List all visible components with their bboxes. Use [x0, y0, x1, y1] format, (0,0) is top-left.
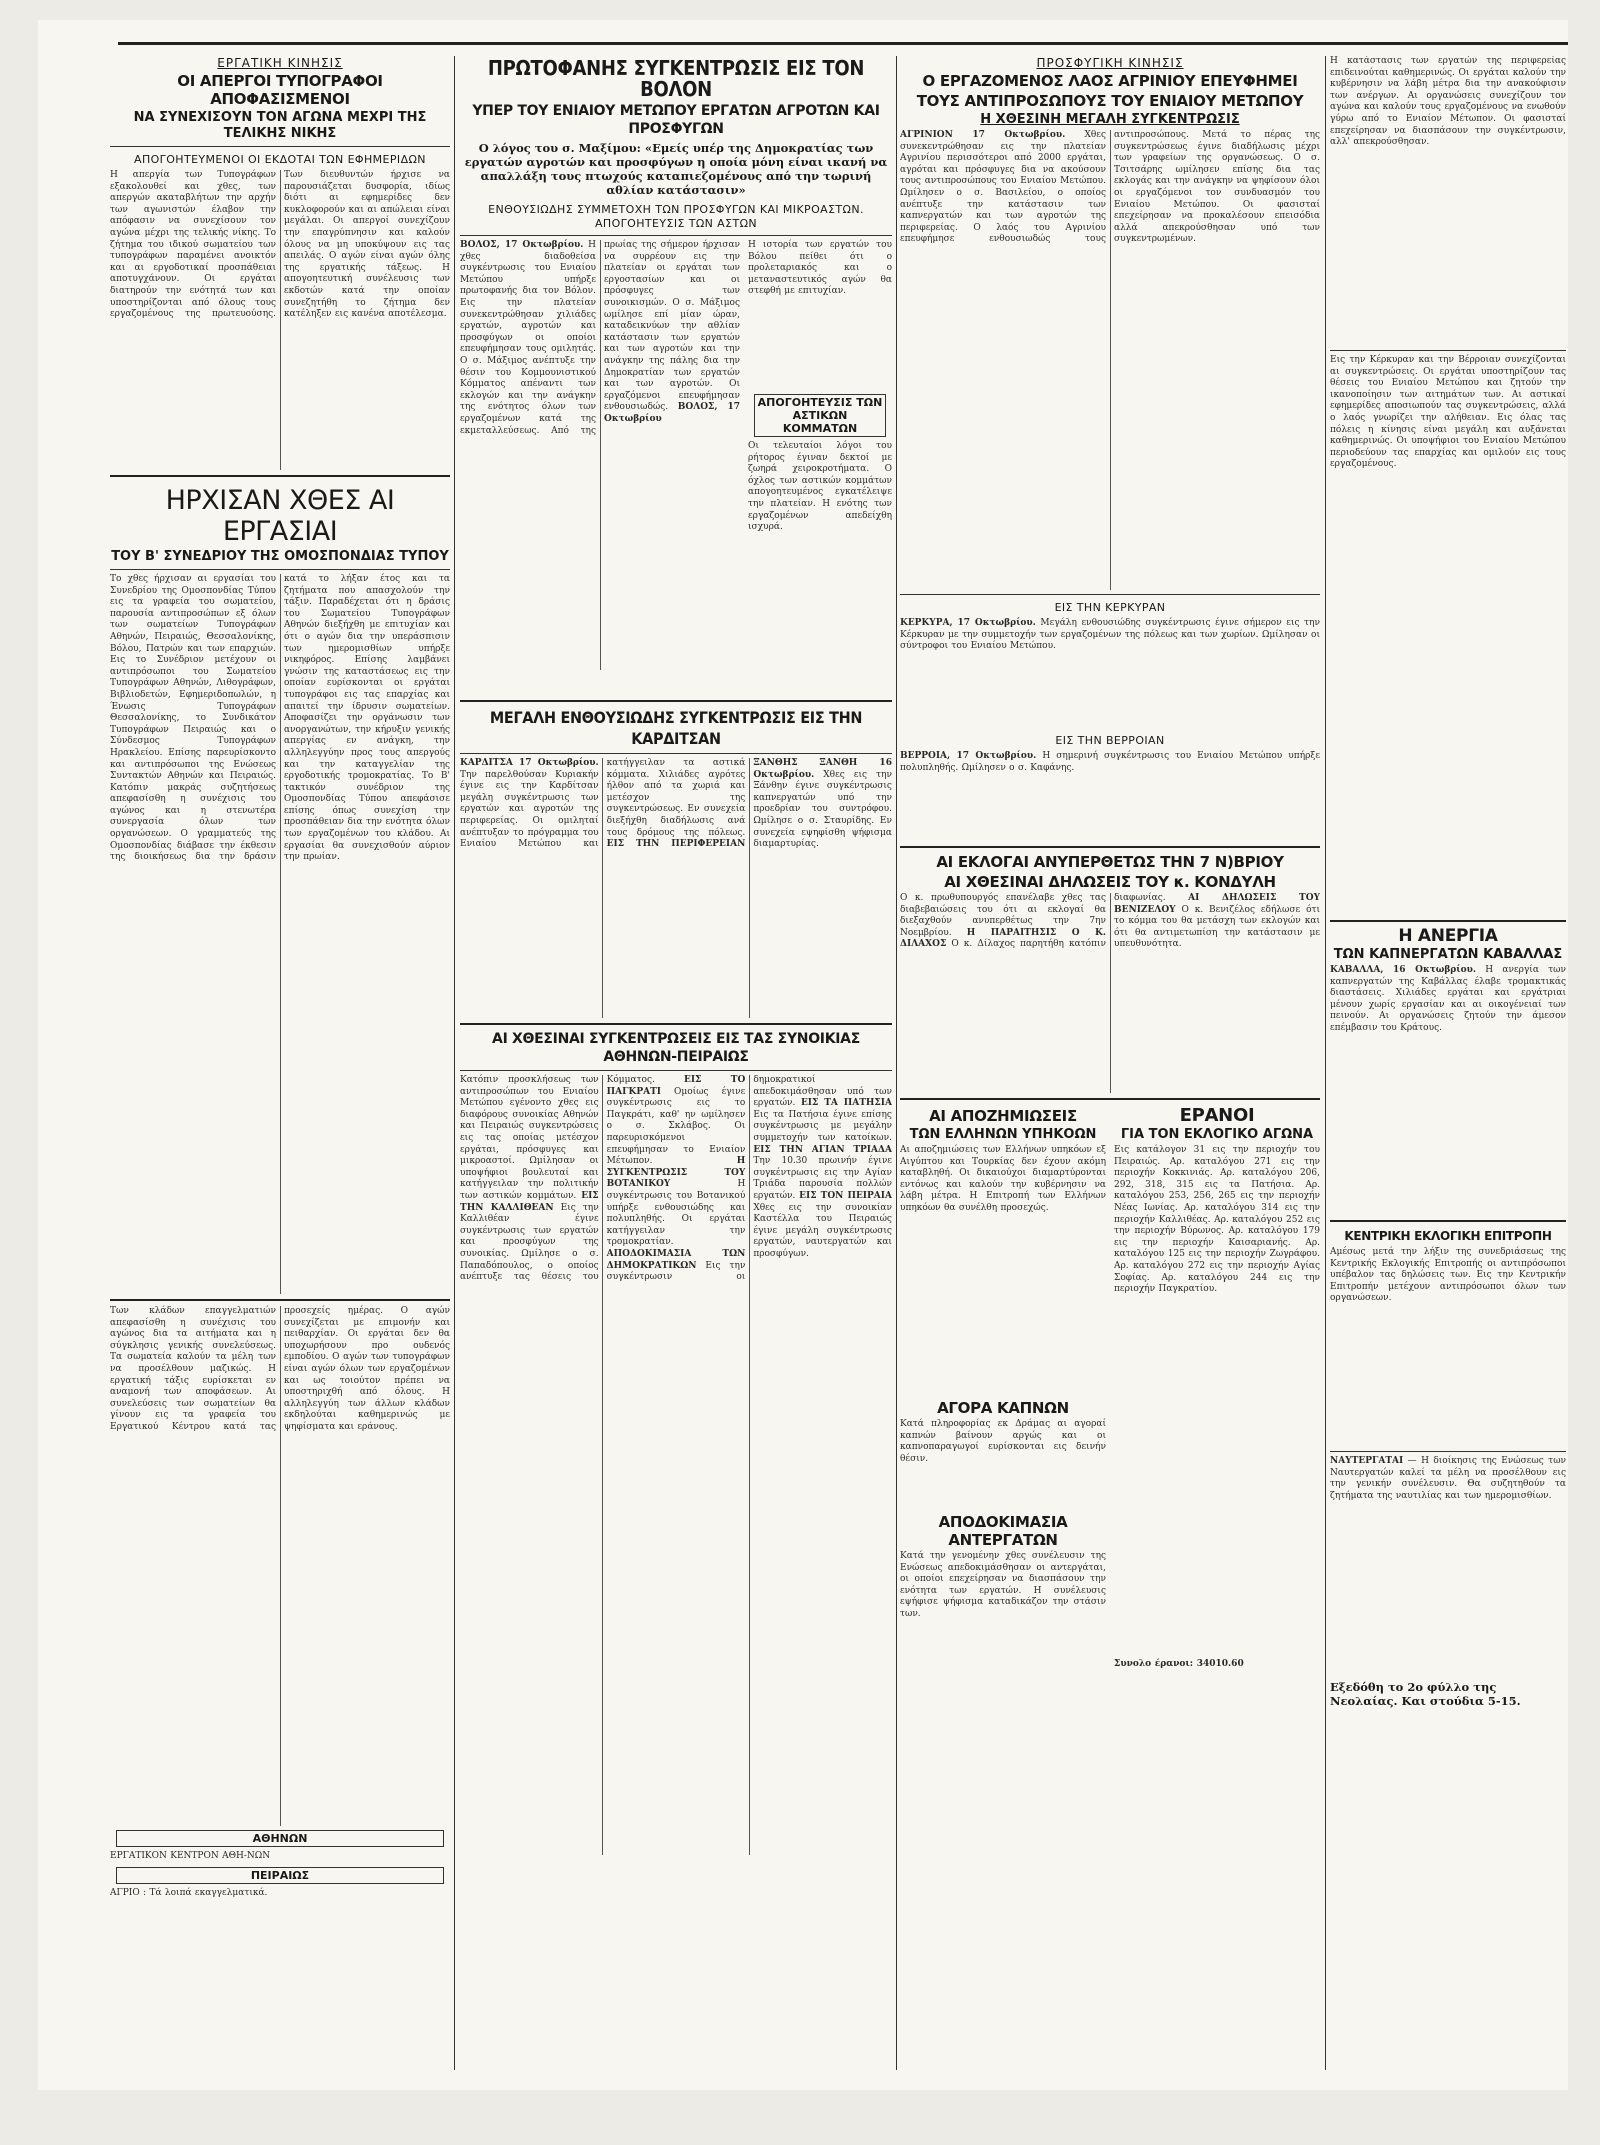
divider [460, 700, 892, 702]
article-body: Αμέσως μετά την λήξιν της συνεδριάσεως της Κεντρικής Εκλογικής Επιτροπής οι αντιπρόσωποι υπέβαλον τας δηλώσεις των. Εις την Κεντρικήν Επιτροπήν μετέχουν αντιπρόσωποι όλων των οργανώσεων. [1330, 1247, 1566, 1304]
divider [460, 1070, 892, 1071]
dateline: ΚΑΒΑΛΛΑ, 16 Οκτωβρίου. [1330, 965, 1477, 975]
divider [460, 235, 892, 236]
headline-congress-line2: ΤΟΥ Β' ΣΥΝΕΔΡΙΟΥ ΤΗΣ ΟΜΟΣΠΟΝΔΙΑΣ ΤΥΠΟΥ [111, 549, 449, 564]
divider [900, 846, 1320, 848]
headline-compensations: ΑΙ ΑΠΟΖΗΜΙΩΣΕΙΣ [929, 1107, 1077, 1125]
article-body: Η ιστορία των εργατών του Βόλου πείθει ότι ο προλεταριακός και ο μεταναστευτικός αγών θα στεφθή με επιτυχίαν. [748, 240, 892, 297]
headline-tobacco-market: ΑΓΟΡΑ ΚΑΠΝΩΝ [937, 1399, 1069, 1417]
article-body: ΒΟΛΟΣ, 17 Οκτωβρίου. Η χθες διαδοθείσα συγκέντρωσις του Ενιαίου Μετώπου υπήρξε πρωτοφανής δια τον Βόλον. Εις την πλατείαν συνεκεντρώθησαν χιλιάδες εργατών, αγροτών και προσφύγων οι οποίοι επευφήμησαν τους ομιλητάς. Ο σ. Μάξιμος ανέπτυξε την θέσιν του Κομμουνιστικού Κόμματος απέναντι των εκλογών και την ανάγκην της ενότητος όλων των εργαζομένων κατά της εκμεταλλεύσεως. Από της πρωίας της σήμερον ήρχισαν να συρρέουν εις την πλατείαν οι εργάται των εργοστασίων και οι πρόσφυγες των συνοικισμών. Ο σ. Μάξιμος ωμίλησε επί μίαν ώραν, καταδεικνύων την αθλίαν κατάστασιν των εργατών και των αγροτών και την ανάγκην της πάλης δια την Δημοκρατίαν των εργατών και των αγροτών. Οι εργαζόμενοι επευφήμησαν ενθουσιωδώς. ΒΟΛΟΣ, 17 Οκτωβρίου [460, 240, 740, 436]
headline-strikebreakers: ΑΠΟΔΟΚΙΜΑΣΙΑ ΑΝΤΕΡΓΑΤΩΝ [938, 1513, 1068, 1549]
section-box-bourgeois-parties: ΑΠΟΓΟΗΤΕΥΣΙΣ ΤΩΝ ΑΣΤΙΚΩΝ ΚΟΜΜΑΤΩΝ [754, 394, 886, 437]
column-rallies [460, 56, 892, 2070]
headline-agrinio: Ο ΕΡΓΑΖΟΜΕΝΟΣ ΛΑΟΣ ΑΓΡΙΝΙΟΥ ΕΠΕΥΦΗΜΕΙ [922, 72, 1298, 90]
dateline: ΒΟΛΟΣ, 17 Οκτωβρίου [604, 402, 740, 424]
divider [460, 1023, 892, 1025]
newspaper-page [38, 20, 1568, 2090]
article-body: Το χθες ήρχισαν αι εργασίαι του Συνεδρίου της Ομοσπονδίας Τύπου εις τα γραφεία του σωματείου, παρουσία αντιπροσώπων εξ όλων των σωματείων Τυπογράφων Αθηνών, Πειραιώς, Θεσσαλονίκης, Βόλου, Πατρών και των επαρχιών. Εις το Συνέδριον μετέχουν οι αντιπρόσωποι του Σωματείου Τυπογράφων Αθηνών, Λιθογράφων, Βιβλιοδετών, Εφημεριδοπωλών, η Ένωσις Τυπογράφων Θεσσαλονίκης, το Συνδικάτον Τυπογράφων Πειραιώς και ο Σύνδεσμος Τυπογράφων Ηρακλείου. Επίσης παρευρίσκοντο και αντιπρόσωποι της Ενώσεως Συντακτών Αθηνών και Πειραιώς. Κατόπιν μακράς συζητήσεως απεφασίσθη η συνέχισις του αγώνος και η στενωτέρα συνεργασία όλων των οργανώσεων. Ο γραμματεύς της Ομοσπονδίας διάβασε την έκθεσιν της διοικήσεως δια την δράσιν κατά το λήξαν έτος και τα ζητήματα που απασχολούν την τάξιν. Παραδέχεται ότι η δράσις του Σωματείου Τυπογράφων Αθηνών διεξήχθη με επιτυχίαν και ότι ο αγών δια την υπεράσπισιν των ημερομισθίων υπήρξε νικηφόρος. Επίσης λαμβάνει γνώσιν της καταστάσεως εις την οποίαν ευρίσκονται οι εργάται τυπογράφοι εις τας επαρχίας και απαιτεί την ίδρυσιν σωματείων. Αποφασίζει την οργάνωσιν των ανοργανώτων, την κήρυξιν γενικής απεργίας εν ανάγκη, την αλληλεγγύην προς τους απεργούς και την καταγγελίαν της εργοδοτικής τρομοκρατίας. Το Β' τακτικόν συνέδριον της Ομοσπονδίας Τύπου απεφάσισε επίσης όπως συνεχίση την προσπάθειαν δια την ενότητα όλων των εργαζομένων του κλάδου. Αι εργασίαι θα συνεχισθούν αύριον την πρωίαν. [110, 574, 450, 863]
article-body: Η απεργία των Τυπογράφων εξακολουθεί και χθες, των απεργών ακαταβλήτων την αρχήν των αγωνιστών έλαβον την απόφασιν να συνεχίσουν τον αγώνα μέχρι της τελικής νίκης. Το ζήτημα του ιδικού σωματείου των τυπογράφων παραμένει ανοικτόν και αι εργοδοτικαί προσπάθειαι αποτυγχάνουν. Οι εργάται διατηρούν την ενότητά των και υποστηρίζονται από όλους τους εργαζομένους της πρωτευούσης. Των διευθυντών ήρχισε να παρουσιάζεται δυσφορία, ιδίως διότι αι εφημερίδες δεν κυκλοφορούν και αι απώλειαι είναι μεγάλαι. Οι απεργοί συνεχίζουν την επαγρύπνησιν και καλούν όλους να μη υποκύψουν εις τας απειλάς. Ο αγών είναι αγών όλης της εργατικής τάξεως. Η απογοητευτική συνέλευσις των εκδοτών κατά την οποίαν συνεζητήθη το ζήτημα δεν κατέληξεν εις κανένα αποτέλεσμα. [110, 170, 450, 320]
section-veroia: ΕΙΣ ΤΗΝ ΒΕΡΡΟΙΑΝ [1055, 734, 1165, 747]
divider [900, 1098, 1320, 1100]
headline-donations-line2: ΓΙΑ ΤΟΝ ΕΚΛΟΓΙΚΟ ΑΓΩΝΑ [1120, 1127, 1314, 1142]
section-kallithea: ΕΙΣ ΤΗΝ ΚΑΛΛΙΘΕΑΝ [460, 1190, 599, 1213]
article-body: Ο κ. πρωθυπουργός επανέλαβε χθες τας διαβεβαιώσεις του ότι αι εκλογαί θα διεξαχθούν ανυπερθέτως την 7ην Νοεμβρίου. Η ΠΑΡΑΙΤΗΣΙΣ Ο Κ. ΔΙΛΑΧΟΣ Ο κ. Δίλαχος παρητήθη κατόπιν διαφωνίας. ΑΙ ΔΗΛΩΣΕΙΣ ΤΟΥ ΒΕΝΙΖΕΛΟΥ Ο κ. Βενιζέλος εδήλωσε ότι το κόμμα του θα μετάσχη των εκλογών και ότι θα αντιμετωπίση την κατάστασιν με υπευθυνότητα. [900, 893, 1320, 950]
agrio-notice: ΑΓΡΙΟ : Τά λοιπά εκαγγελματικά. [110, 1887, 268, 1898]
section-venizelos: ΑΙ ΔΗΛΩΣΕΙΣ ΤΟΥ ΒΕΝΙΖΕΛΟΥ [1114, 893, 1320, 915]
article-body: ΝΑΥΤΕΡΓΑΤΑΙ — Η διοίκησις της Ενώσεως των Ναυτεργατών καλεί τα μέλη να προσέλθουν εις την γενικήν συνέλευσιν. Θα συζητηθούν τα ζητήματα της ναυτιλίας και των ημερομισθίων. [1330, 1456, 1566, 1501]
section-democrats: ΑΠΟΔΟΚΙΜΑΣΙΑ ΤΩΝ ΔΗΜΟΚΡΑΤΙΚΩΝ [606, 1248, 746, 1271]
divider [900, 594, 1320, 595]
article-body: Κατόπιν προσκλήσεως των αντιπροσώπων του Ενιαίου Μετώπου εγένοντο χθες εις διαφόρους συνοικίας Αθηνών και Πειραιώς συγκεντρώσεις εις τας οποίας μετέσχον εργάται, πρόσφυγες και μικροαστοί. Ωμίλησαν οι υποψήφιοι βουλευταί και κατήγγειλαν την πολιτικήν των αστικών κομμάτων. ΕΙΣ ΤΗΝ ΚΑΛΛΙΘΕΑΝ Εις την Καλλιθέαν έγινε συγκέντρωσις των εργατών και προσφύγων της συνοικίας. Ωμίλησε ο σ. Παπαδόπουλος, ο οποίος ανέπτυξε τας θέσεις του Κόμματος. ΕΙΣ ΤΟ ΠΑΓΚΡΑΤΙ Ομοίως έγινε συγκέντρωσις εις το Παγκράτι, καθ' ην ωμίλησεν ο σ. Σκλάβος. Οι παρευρισκόμενοι επευφήμησαν το Ενιαίον Μέτωπον. Η ΣΥΓΚΕΝΤΡΩΣΙΣ ΤΟΥ ΒΟΤΑΝΙΚΟΥ Η συγκέντρωσις του Βοτανικού υπήρξε ενθουσιώδης και πολυπληθής. Οι εργάται κατήγγειλαν την τρομοκρατίαν. ΑΠΟΔΟΚΙΜΑΣΙΑ ΤΩΝ ΔΗΜΟΚΡΑΤΙΚΩΝ Εις την συγκέντρωσιν οι δημοκρατικοί απεδοκιμάσθησαν υπό των εργατών. ΕΙΣ ΤΑ ΠΑΤΗΣΙΑ Εις τα Πατήσια έγινε επίσης συγκέντρωσις με μεγάλην συμμετοχήν των κατοίκων. ΕΙΣ ΤΗΝ ΑΓΙΑΝ ΤΡΙΑΔΑ Την 10.30 πρωινήν έγινε συγκέντρωσις εις την Αγίαν Τριάδα παρουσία πολλών εργατών. ΕΙΣ ΤΟΝ ΠΕΙΡΑΙΑ Χθες εις την συνοικίαν Καστέλλα του Πειραιώς έγινε μεγάλη συγκέντρωσις εργατών, ναυτεργατών και προσφύγων. [460, 1075, 892, 1283]
subheadline-publishers: ΑΠΟΓΟΗΤΕΥΜΕΝΟΙ ΟΙ ΕΚΔΟΤΑΙ ΤΩΝ ΕΦΗΜΕΡΙΔΩΝ [134, 153, 426, 166]
article-body: ΒΕΡΡΟΙΑ, 17 Οκτωβρίου. Η σημερινή συγκέντρωσις του Ενιαίου Μετώπου υπήρξε πολυπληθής. Ωμίλησεν ο σ. Καφάνης. [900, 751, 1320, 773]
section-paraitisis: Η ΠΑΡΑΙΤΗΣΙΣ Ο Κ. ΔΙΛΑΧΟΣ [900, 927, 1106, 950]
masthead-rule [118, 42, 1568, 45]
lead-quote: Ο λόγος του σ. Μαξίμου: «Εμείς υπέρ της Δημοκρατίας των εργατών αγροτών και προσφύγων η οποία μόνη είναι ικανή να απαλλάξη τους πτωχούς καταπιεζομένους από την τωρινή αθλίαν κατάστασιν» [464, 141, 888, 197]
section-agia-triada: ΕΙΣ ΤΗΝ ΑΓΙΑΝ ΤΡΙΑΔΑ [753, 1144, 892, 1155]
dateline: ΑΓΡΙΝΙΟΝ 17 Οκτωβρίου. [900, 130, 1066, 140]
headline-compensations-line2: ΤΩΝ ΕΛΛΗΝΩΝ ΥΠΗΚΟΩΝ [909, 1127, 1097, 1142]
headline-karditsa: ΜΕΓΑΛΗ ΕΝΘΟΥΣΙΩΔΗΣ ΣΥΓΚΕΝΤΡΩΣΙΣ ΕΙΣ ΤΗΝ ΚΑΡΔΙΤΣΑΝ [489, 708, 863, 748]
article-body: Εις την Κέρκυραν και την Βέρροιαν συνεχίζονται αι συγκεντρώσεις. Οι εργάται υποστηρίζουν τας θέσεις του Ενιαίου Μετώπου και ζητούν την ικανοποίησιν των αιτημάτων των. Αι αστικαί εφημερίδες αποσιωπούν τας συγκεντρώσεις, αλλά ο λαός γνωρίζει την αλήθειαν. Εις όλας τας πόλεις η κίνησις είναι μεγάλη και αυξάνεται καθημερινώς. Οι υποψήφιοι του Ενιαίου Μετώπου περιοδεύουν τας επαρχίας και ομιλούν εις τους εργαζομένους. [1330, 355, 1566, 470]
dateline: ΒΕΡΡΟΙΑ, 17 Οκτωβρίου. [900, 751, 1037, 761]
section-pagkrati: ΕΙΣ ΤΟ ΠΑΓΚΡΑΤΙ [606, 1075, 746, 1097]
section-kerkyra: ΕΙΣ ΤΗΝ ΚΕΡΚΥΡΑΝ [1054, 601, 1166, 614]
divider [460, 753, 892, 754]
article-body: Κατά πληροφορίας εκ Δράμας αι αγοραί καπνών βαίνουν αργώς και οι καπνοπαραγωγοί ευρίσκονται εις δεινήν θέσιν. [900, 1419, 1106, 1464]
headline-donations: ΕΡΑΝΟΙ [1179, 1105, 1255, 1126]
headline-strike-line2: ΝΑ ΣΥΝΕΧΙΣΟΥΝ ΤΟΝ ΑΓΩΝΑ ΜΕΧΡΙ ΤΗΣ ΤΕΛΙΚΗΣ ΝΙΚΗΣ [133, 110, 427, 141]
section-kicker: ΕΡΓΑΤΙΚΗ ΚΙΝΗΣΙΣ [217, 56, 343, 70]
headline-volos-line2: ΥΠΕΡ ΤΟΥ ΕΝΙΑΙΟΥ ΜΕΤΩΠΟΥ ΕΡΓΑΤΩΝ ΑΓΡΟΤΩΝ ΚΑΙ ΠΡΟΣΦΥΓΩΝ [472, 103, 880, 137]
section-box-piraeus: ΠΕΙΡΑΙΩΣ [116, 1867, 444, 1884]
dateline: ΚΕΡΚΥΡΑ, 17 Οκτωβρίου. [900, 618, 1036, 628]
divider [110, 1299, 450, 1301]
dateline: ΞΑΝΘΗ 16 Οκτωβρίου. [753, 758, 892, 780]
youth-notice: Εξεδόθη το 2ο φύλλο της Νεολαίας. Και στούδια 5-15. [1330, 1680, 1521, 1708]
section-box-athens: ΑΘΗΝΩΝ [116, 1830, 444, 1847]
headline-elections: ΑΙ ΕΚΛΟΓΑΙ ΑΝΥΠΕΡΘΕΤΩΣ ΤΗΝ 7 Ν)ΒΡΙΟΥ [936, 853, 1284, 871]
section-botaniko: Η ΣΥΓΚΕΝΤΡΩΣΙΣ ΤΟΥ ΒΟΤΑΝΙΚΟΥ [606, 1156, 746, 1190]
dateline: ΝΑΥΤΕΡΓΑΤΑΙ [1330, 1456, 1404, 1466]
headline-volos: ΠΡΩΤΟΦΑΝΗΣ ΣΥΓΚΕΝΤΡΩΣΙΣ ΕΙΣ ΤΟΝ ΒΟΛΟΝ [487, 56, 865, 101]
subheadline-participation: ΕΝΘΟΥΣΙΩΔΗΣ ΣΥΜΜΕΤΟΧΗ ΤΩΝ ΠΡΟΣΦΥΓΩΝ ΚΑΙ ΜΙΚΡΟΑΣΤΩΝ. ΑΠΟΓΟΗΤΕΥΣΙΣ ΤΩΝ ΑΣΤΩΝ [488, 203, 864, 230]
donations-list: Εις κατάλογον 31 εις την περιοχήν του Πειραιώς. Αρ. καταλόγου 271 εις την περιοχήν Κοκκινιάς. Αρ. καταλόγου 206, 292, 318, 315 εις τα Πατήσια. Αρ. καταλόγου 253, 256, 265 εις την περιοχήν Νέας Ιωνίας. Αρ. καταλόγου 314 εις την περιοχήν Καλλιθέας. Αρ. καταλόγου 252 εις την περιοχήν Βύρωνος. Αρ. καταλόγου 179 εις την περιοχήν Καισαριανής. Αρ. καταλόγου 125 εις την περιοχήν Ζωγράφου. Αρ. καταλόγου 272 εις την περιοχήν Αγίας Σοφίας. Αρ. καταλόγου 244 εις την περιοχήν Παγκρατίου. [1114, 1145, 1320, 1295]
divider [1330, 350, 1566, 351]
divider [1330, 920, 1566, 922]
article-body: ΚΕΡΚΥΡΑ, 17 Οκτωβρίου. Μεγάλη ενθουσιώδης συγκέντρωσις έγινε σήμερον εις την Κέρκυραν με την συμμετοχήν των εργαζομένων της πόλεως και των χωρίων. Ωμίλησαν οι σύντροφοι του Ενιαίου Μετώπου. [900, 618, 1320, 652]
athens-labor-center: ΕΡΓΑΤΙΚΟΝ ΚΕΝΤΡΟΝ ΑΘΗ-ΝΩΝ [110, 1851, 271, 1861]
headline-unemployment: Η ΑΝΕΡΓΙΑ [1398, 926, 1498, 946]
headline-congress: ΗΡΧΙΣΑΝ ΧΘΕΣ ΑΙ ΕΡΓΑΣΙΑΙ [165, 485, 395, 547]
section-piraeus: ΕΙΣ ΤΟΝ ΠΕΙΡΑΙΑ [799, 1190, 892, 1201]
article-body: ΚΑΡΔΙΤΣΑ 17 Οκτωβρίου. Την παρελθούσαν Κυριακήν έγινε εις την Καρδίτσαν μεγάλη συγκέντρωσις των εργατών και αγροτών της περιφερείας. Οι ομιληταί ανέπτυξαν το πρόγραμμα του Ενιαίου Μετώπου και κατήγγειλαν τα αστικά κόμματα. Χιλιάδες αγρότες ήλθον από τα χωριά και μετέσχον της συγκεντρώσεως. Εν συνεχεία διεξήχθη διαδήλωσις ανά τους δρόμους της πόλεως. ΕΙΣ ΤΗΝ ΠΕΡΙΦΕΡΕΙΑΝ ΞΑΝΘΗΣ ΞΑΝΘΗ 16 Οκτωβρίου. Χθες εις την Ξάνθην έγινε συγκέντρωσις καπνεργατών υπό την προεδρίαν του συντρόφου. Ωμίλησε ο σ. Σταυρίδης. Εν συνεχεία εψηφίσθη ψήφισμα διαμαρτυρίας. [460, 758, 892, 850]
column-rule-3 [1325, 56, 1326, 2070]
donations-total: Συνολο έρανοι: 34010.60 [1114, 1659, 1244, 1669]
headline-unemployment-line2: ΤΩΝ ΚΑΠΝΕΡΓΑΤΩΝ ΚΑΒΑΛΛΑΣ [1333, 947, 1563, 962]
divider [110, 475, 450, 477]
section-patisia: ΕΙΣ ΤΑ ΠΑΤΗΣΙΑ [800, 1098, 892, 1109]
divider [1330, 1220, 1566, 1222]
headline-athens-piraeus: ΑΙ ΧΘΕΣΙΝΑΙ ΣΥΓΚΕΝΤΡΩΣΕΙΣ ΕΙΣ ΤΑΣ ΣΥΝΟΙΚΙΑΣ ΑΘΗΝΩΝ-ΠΕΙΡΑΙΩΣ [492, 1031, 860, 1065]
divider [110, 146, 450, 147]
headline-kondylis: ΑΙ ΧΘΕΣΙΝΑΙ ΔΗΛΩΣΕΙΣ ΤΟΥ κ. ΚΟΝΔΥΛΗ [944, 873, 1276, 891]
column-refugees-elections [900, 56, 1320, 2070]
headline-central-election-committee: ΚΕΝΤΡΙΚΗ ΕΚΛΟΓΙΚΗ ΕΠΙΤΡΟΠΗ [1344, 1229, 1552, 1243]
column-labor-news [110, 56, 450, 2070]
headline-agrinio-line2: ΤΟΥΣ ΑΝΤΙΠΡΟΣΩΠΟΥΣ ΤΟΥ ΕΝΙΑΙΟΥ ΜΕΤΩΠΟΥ [916, 92, 1304, 110]
article-body: Των κλάδων επαγγελματιών απεφασίσθη η συνέχισις του αγώνος δια τα αιτήματα και η σύγκλησις γενικής συνελεύσεως. Τα σωματεία καλούν τα μέλη των να προσέλθουν μαζικώς. Η εργατική τάξις ευρίσκεται εν αναμονή των αποφάσεων. Αι συνελεύσεις των σωματείων θα γίνουν εις τα γραφεία του Εργατικού Κέντρου κατά τας προσεχείς ημέρας. Ο αγών συνεχίζεται με επιμονήν και πειθαρχίαν. Οι εργάται δεν θα υποχωρήσουν προ ουδενός εμποδίου. Ο αγών των τυπογράφων είναι αγών όλων των εργαζομένων και ως τοιούτον πρέπει να υποστηριχθή από όλους. Η αλληλεγγύη των άλλων κλάδων εκδηλούται καθημερινώς με ψηφίσματα και εράνους. [110, 1306, 450, 1432]
article-body: Αι αποζημιώσεις των Ελλήνων υπηκόων εξ Αιγύπτου και Τουρκίας δεν έχουν ακόμη καταβληθή. Οι δικαιούχοι διαμαρτύρονται εντόνως και καλούν την κυβέρνησιν να λάβη μέτρα. Η Επιτροπή των Ελλήνων υπηκόων θα συνέλθη προσεχώς. [900, 1145, 1106, 1213]
dateline: ΚΑΡΔΙΤΣΑ 17 Οκτωβρίου. [460, 758, 599, 768]
column-rule-2 [896, 56, 897, 2070]
article-body: Κατά την γενομένην χθες συνέλευσιν της Ενώσεως απεδοκιμάσθησαν οι αντεργάται, οι οποίοι επεχείρησαν να διασπάσουν την ενότητα των εργατών. Η συνέλευσις εψήφισε ψήφισμα καταδικάζον την στάσιν των. [900, 1551, 1106, 1619]
article-body: Οι τελευταίοι λόγοι του ρήτορος έγιναν δεκτοί με ζωηρά χειροκροτήματα. Ο όχλος των αστικών κομμάτων απογοητευμένος εγκατέλειψε την πλατείαν. Η ενότης των εργαζομένων απεδείχθη ισχυρά. [748, 441, 892, 533]
article-body: ΑΓΡΙΝΙΟΝ 17 Οκτωβρίου. Χθες συνεκεντρώθησαν εις την πλατείαν Αγρινίου περισσότεροι από 2000 εργάται, αγρόται και πρόσφυγες δια να ακούσουν τους αντιπροσώπους του Ενιαίου Μετώπου. Ωμίλησεν ο σ. Βασιλείου, ο οποίος ανέπτυξε την κατάστασιν των καπνεργατών και των αγροτών της περιφερείας. Ο λαός του Αγρινίου επευφήμησε ενθουσιωδώς τους αντιπροσώπους. Μετά το πέρας της συγκεντρώσεως έγινε διαδήλωσις μέχρι των γραφείων της οργανώσεως. Ο σ. Τσιτσάρης ωμίλησεν επίσης δια τας εκλογάς και την ανάγκην να ψηφίσουν όλοι οι εργαζόμενοι τον συνδυασμόν του Ενιαίου Μετώπου. Οι φασισταί επεχείρησαν να προκαλέσουν επεισόδια αλλά απεκρούσθησαν υπό των συγκεντρωμένων. [900, 130, 1320, 245]
divider [1330, 1451, 1566, 1452]
divider [110, 569, 450, 570]
section-kicker: ΠΡΟΣΦΥΓΙΚΗ ΚΙΝΗΣΙΣ [1036, 56, 1184, 70]
article-body: Η κατάστασις των εργατών της περιφερείας επιδεινούται καθημερινώς. Οι εργάται καλούν την κυβέρνησιν να λάβη μέτρα δια την ανακούφισιν των ανέργων. Αι οργανώσεις συνεχίζουν τον αγώνα και καλούν τους εργαζομένους να ενωθούν γύρω από το Ενιαίον Μέτωπον. Οι φασισταί επεχείρησαν να διασπάσουν την συγκέντρωσιν, αλλ' απεκρούσθησαν. [1330, 56, 1566, 148]
column-tobacco-workers [1330, 56, 1566, 2070]
headline-strike: ΟΙ ΑΠΕΡΓΟΙ ΤΥΠΟΓΡΑΦΟΙ ΑΠΟΦΑΣΙΣΜΕΝΟΙ [177, 72, 383, 108]
dateline: ΒΟΛΟΣ, 17 Οκτωβρίου. [460, 240, 584, 250]
subheadline-rally: Η ΧΘΕΣΙΝΗ ΜΕΓΑΛΗ ΣΥΓΚΕΝΤΡΩΣΙΣ [980, 112, 1240, 127]
section-xanthi: ΕΙΣ ΤΗΝ ΠΕΡΙΦΕΡΕΙΑΝ ΞΑΝΘΗΣ [606, 758, 798, 850]
column-rule-1 [454, 56, 455, 2070]
article-body: ΚΑΒΑΛΛΑ, 16 Οκτωβρίου. Η ανεργία των καπνεργατών της Καβάλλας έλαβε τρομακτικάς διαστάσεις. Χιλιάδες εργάται και εργάτριαι μένουν χωρίς εργασίαν και αι οικογένειαί των πεινούν. Αι οργανώσεις ζητούν την άμεσον επέμβασιν του Κράτους. [1330, 965, 1566, 1033]
